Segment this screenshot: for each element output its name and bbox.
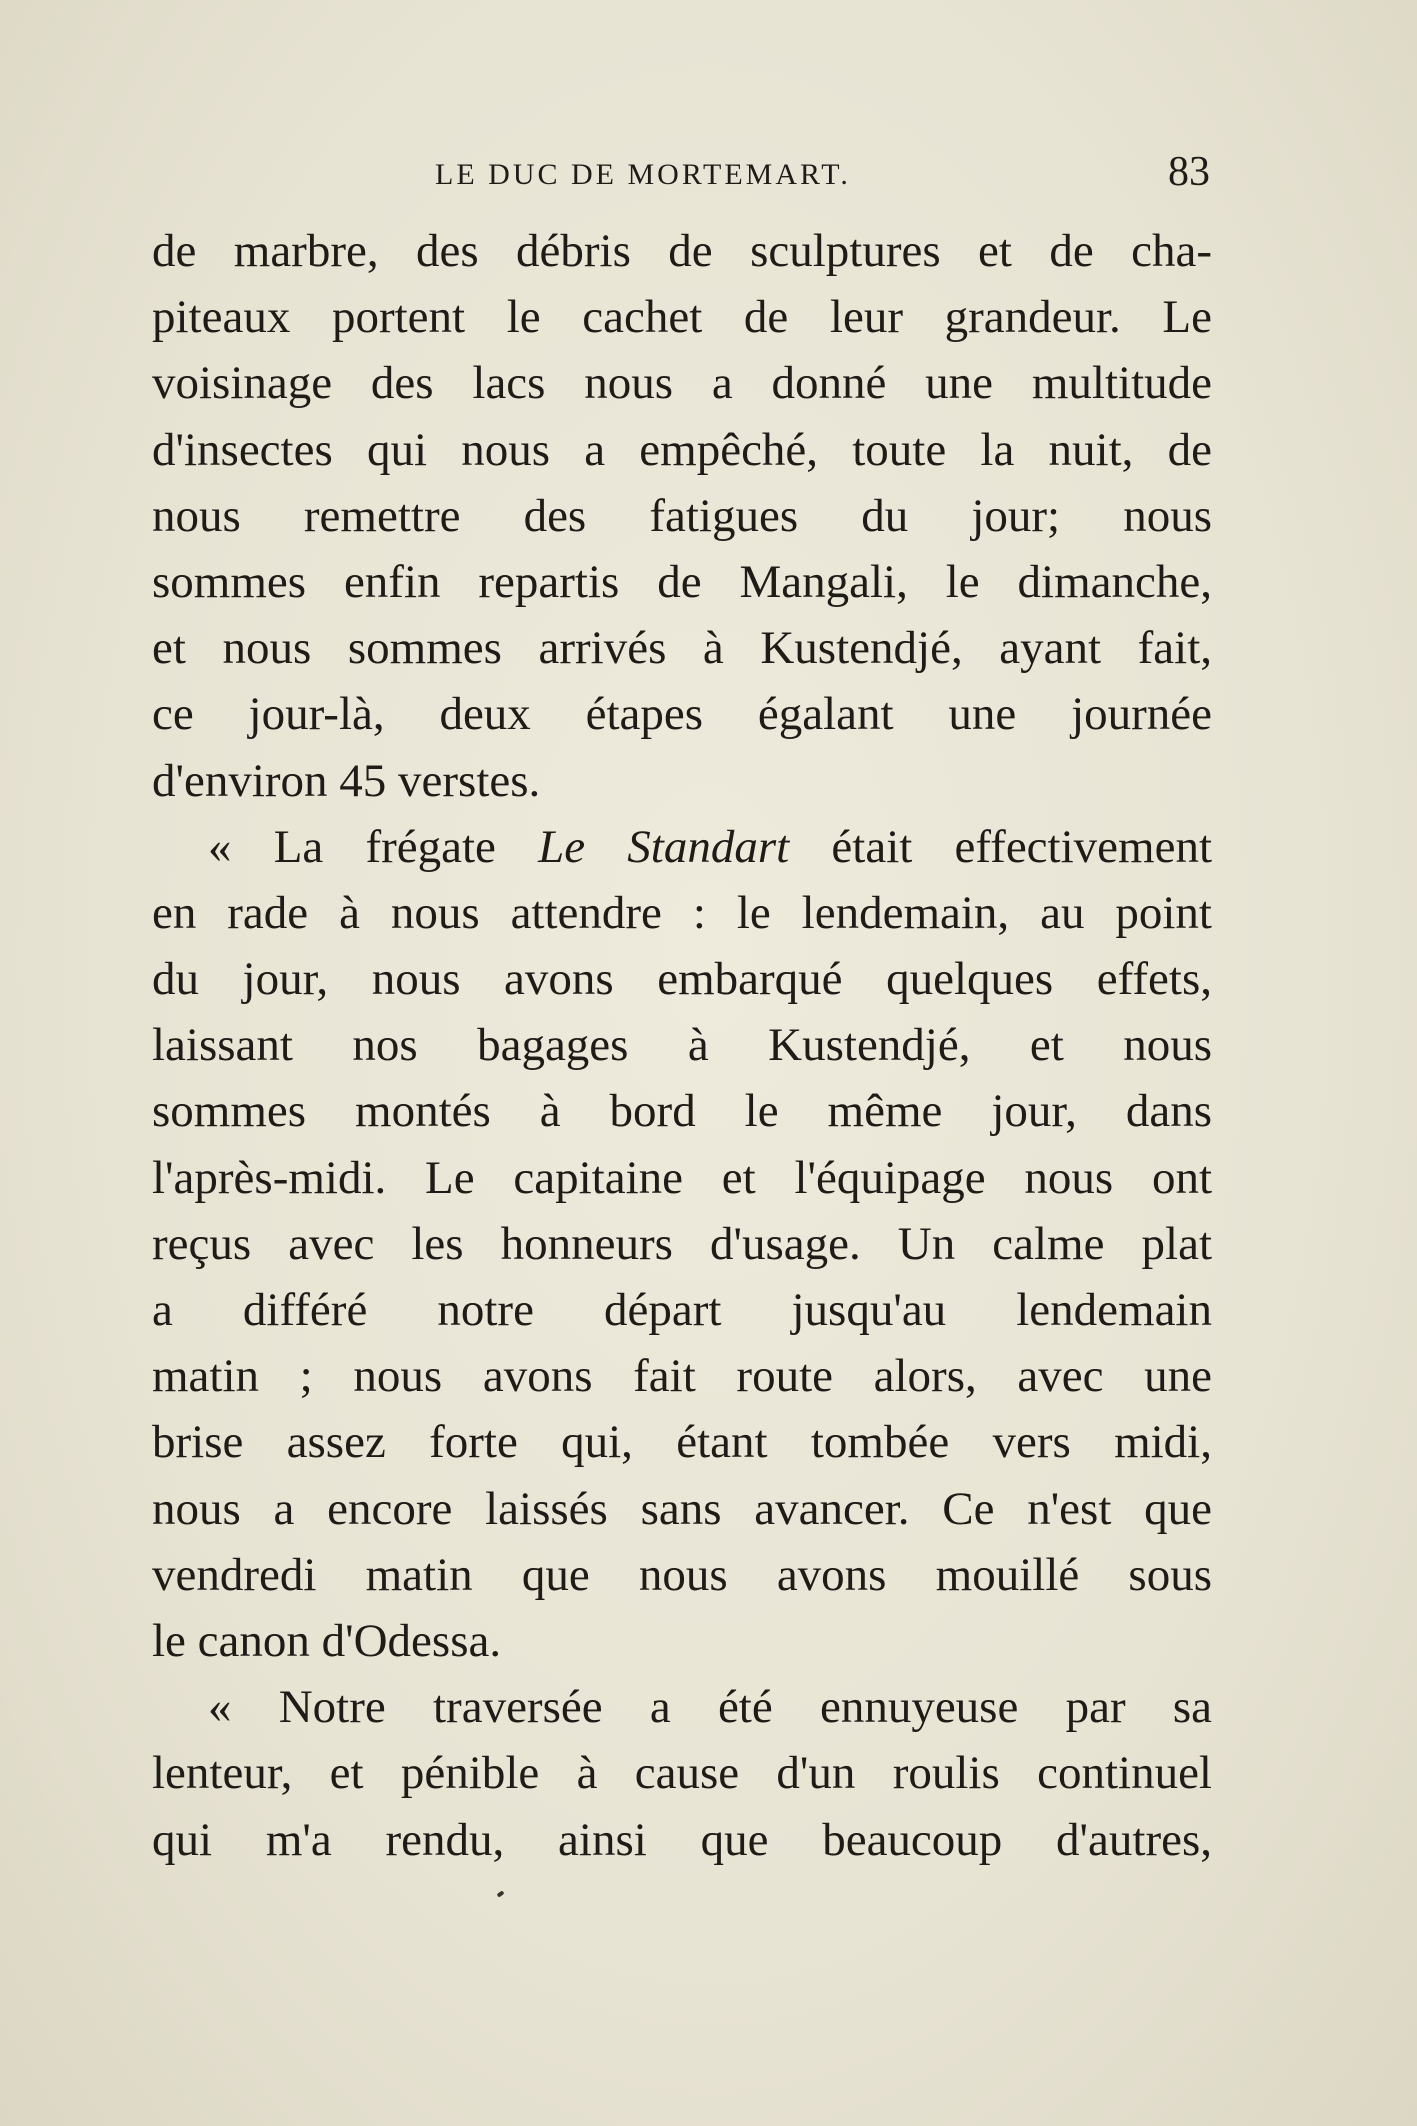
text-line: brise assez forte qui, étant tombée vers midi, — [152, 1416, 1212, 1469]
ship-name: Le Standart — [538, 820, 790, 873]
text-line: voisinage des lacs nous a donné une multitude — [152, 357, 1212, 410]
text-line: matin ; nous avons fait route alors, avec une — [152, 1350, 1212, 1403]
text-line: ce jour-là, deux étapes égalant une journée — [152, 688, 1212, 741]
text-line: qui m'a rendu, ainsi que beaucoup d'autres, — [152, 1813, 1212, 1866]
running-title: LE DUC DE MORTEMART. — [435, 158, 851, 191]
page-number: 83 — [1168, 149, 1210, 195]
ink-speck — [496, 1890, 504, 1897]
text-line: laissant nos bagages à Kustendjé, et nous — [152, 1019, 1212, 1072]
text-line: sommes enfin repartis de Mangali, le dimanche, — [152, 555, 1212, 608]
text-line: piteaux portent le cachet de leur grandeur. Le — [152, 291, 1212, 344]
text-line: le canon d'Odessa. — [152, 1614, 502, 1667]
text-line: du jour, nous avons embarqué quelques effets, — [152, 953, 1212, 1006]
text-line: lenteur, et pénible à cause d'un roulis continuel — [152, 1747, 1212, 1800]
text-line: de marbre, des débris de sculptures et de cha- — [152, 225, 1212, 277]
text-line: d'environ 45 verstes. — [152, 754, 541, 807]
text-line: l'après-midi. Le capitaine et l'équipage nous ont — [152, 1151, 1212, 1204]
text-line: sommes montés à bord le même jour, dans — [152, 1085, 1212, 1138]
text-line: vendredi matin que nous avons mouillé sous — [152, 1548, 1212, 1601]
text-line: en rade à nous attendre : le lendemain, au point — [152, 886, 1212, 939]
text-line: et nous sommes arrivés à Kustendjé, ayant fait, — [152, 622, 1212, 675]
body-text — [152, 218, 1212, 1873]
paragraph-start-line: « Notre traversée a été ennuyeuse par sa — [208, 1681, 1212, 1734]
running-head — [150, 148, 1210, 198]
text-line: d'insectes qui nous a empêché, toute la nuit, de — [152, 423, 1212, 476]
text-segment: « La frégate — [208, 820, 539, 873]
text-segment: était effectivement — [789, 820, 1212, 873]
paragraph-start-line — [152, 814, 1212, 880]
text-line: a différé notre départ jusqu'au lendemain — [152, 1284, 1212, 1336]
text-line: nous remettre des fatigues du jour; nous — [152, 489, 1212, 542]
text-line: nous a encore laissés sans avancer. Ce n'est que — [152, 1482, 1212, 1535]
text-line: reçus avec les honneurs d'usage. Un calme plat — [152, 1217, 1212, 1270]
